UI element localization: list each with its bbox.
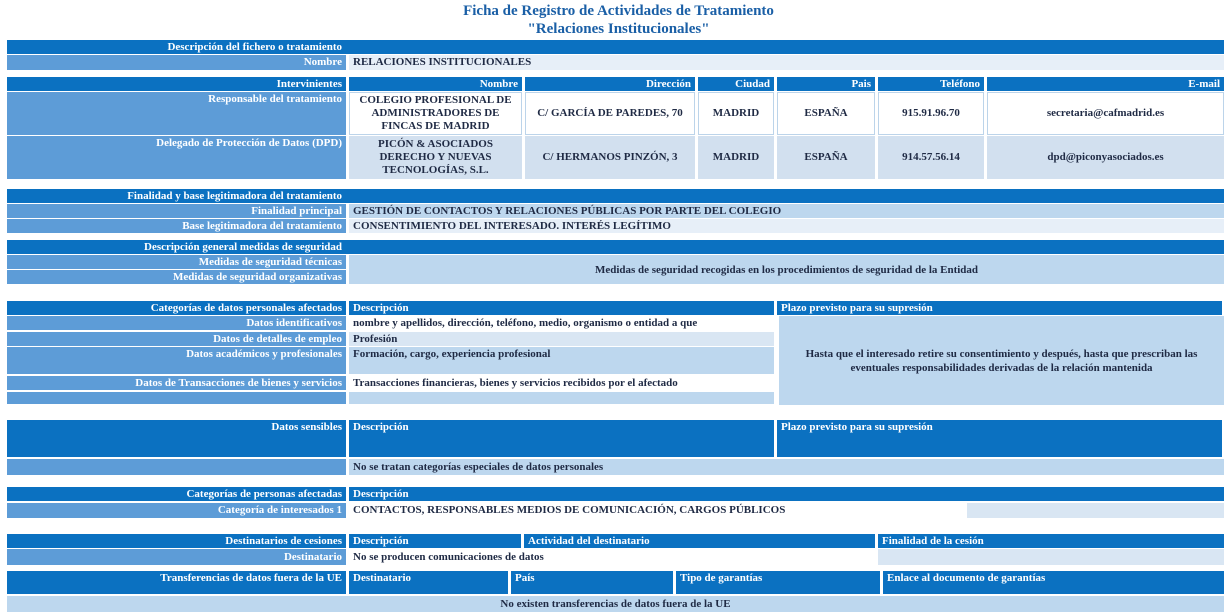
dpd-email: dpd@piconyasociados.es	[987, 136, 1224, 179]
row-responsable	[7, 92, 1224, 135]
empty-desc-cell	[349, 392, 774, 404]
datos-academicos-desc: Formación, cargo, experiencia profesional	[349, 347, 774, 374]
responsable-nombre: COLEGIO PROFESIONAL DE ADMINISTRADORES DE FINCAS DE MADRID	[349, 92, 522, 135]
section-medidas-header	[7, 240, 1224, 254]
transferencias-col-tipo: Tipo de garantías	[676, 571, 880, 594]
dpd-telefono: 914.57.56.14	[878, 136, 984, 179]
nombre-value: RELACIONES INSTITUCIONALES	[349, 55, 1224, 70]
destinatario-tail	[878, 549, 1224, 565]
responsable-ciudad: MADRID	[698, 92, 774, 135]
categorias-datos-body	[7, 316, 1224, 405]
cesiones-col-actividad: Actividad del destinatario	[524, 534, 875, 548]
transferencias-value: No existen transferencias de datos fuera de la UE	[7, 596, 1224, 612]
personas-afectadas-header-label: Categorías de personas afectadas	[7, 487, 346, 501]
row-destinatario	[7, 549, 1224, 565]
datos-identificativos-label: Datos identificativos	[7, 316, 346, 330]
categoria-interesados-value: CONTACTOS, RESPONSABLES MEDIOS DE COMUNICACIÓN, CARGOS PÚBLICOS	[349, 503, 967, 518]
page-title	[7, 0, 1230, 40]
transferencias-col-destinatario: Destinatario	[349, 571, 508, 594]
responsable-email: secretaria@cafmadrid.es	[987, 92, 1224, 135]
transferencias-col-enlace: Enlace al documento de garantías	[883, 571, 1224, 594]
section-personas-afectadas-header	[7, 487, 1224, 501]
section-categorias-datos-header	[7, 301, 1224, 315]
col-header-plazo: Plazo previsto para su supresión	[777, 301, 1222, 315]
categorias-datos-header-label: Categorías de datos personales afectados	[7, 301, 346, 315]
cesiones-col-finalidad: Finalidad de la cesión	[878, 534, 1224, 548]
col-header-pais: Pais	[777, 77, 875, 91]
col-header-nombre: Nombre	[349, 77, 522, 91]
section-finalidad-header	[7, 189, 1224, 203]
finalidad-principal-label: Finalidad principal	[7, 204, 346, 218]
dpd-direccion: C/ HERMANOS PINZÓN, 3	[525, 136, 695, 179]
finalidad-header-label: Finalidad y base legitimadora del tratamiento	[127, 190, 342, 202]
dpd-nombre: PICÓN & ASOCIADOS DERECHO Y NUEVAS TECNOLOGÍAS, S.L.	[349, 136, 522, 179]
section-transferencias-header	[7, 571, 1224, 594]
medidas-tecnicas-label: Medidas de seguridad técnicas	[7, 255, 346, 269]
transferencias-col-pais: País	[511, 571, 673, 594]
responsable-pais: ESPAÑA	[777, 92, 875, 135]
transferencias-header-label: Transferencias de datos fuera de la UE	[7, 571, 346, 594]
cesiones-header-label: Destinatarios de cesiones	[7, 534, 346, 548]
medidas-value: Medidas de seguridad recogidas en los procedimientos de seguridad de la Entidad	[349, 255, 1224, 284]
datos-empleo-desc: Profesión	[349, 332, 774, 346]
datos-transacciones-desc: Transacciones financieras, bienes y servicios recibidos por el afectado	[349, 376, 774, 390]
responsable-telefono: 915.91.96.70	[878, 92, 984, 135]
datos-transacciones-label: Datos de Transacciones de bienes y servicios	[7, 376, 346, 390]
section-descripcion-fichero-header	[7, 40, 1224, 54]
datos-sensibles-col-descripcion: Descripción	[349, 420, 774, 457]
row-datos-sensibles-value	[7, 459, 1224, 475]
row-transferencias-value	[7, 596, 1224, 612]
base-legitimadora-value: CONSENTIMIENTO DEL INTERESADO. INTERÉS LEGÍTIMO	[349, 219, 1224, 233]
datos-identificativos-desc: nombre y apellidos, dirección, teléfono, medio, organismo o entidad a que	[349, 316, 774, 330]
row-nombre	[7, 55, 1224, 70]
datos-sensibles-header-label: Datos sensibles	[7, 420, 346, 457]
categoria-interesados-label: Categoría de interesados 1	[7, 503, 346, 518]
title-line-1: Ficha de Registro de Actividades de Tratamiento	[463, 3, 774, 19]
col-header-telefono: Teléfono	[878, 77, 984, 91]
personas-afectadas-col-descripcion: Descripción	[349, 487, 1224, 501]
col-header-descripcion: Descripción	[349, 301, 774, 315]
dpd-ciudad: MADRID	[698, 136, 774, 179]
dpd-label: Delegado de Protección de Datos (DPD)	[7, 136, 346, 179]
datos-sensibles-col-plazo: Plazo previsto para su supresión	[777, 420, 1222, 457]
empty-label-cell	[7, 392, 346, 404]
cesiones-col-descripcion: Descripción	[349, 534, 521, 548]
intervinientes-header-label: Intervinientes	[7, 77, 346, 91]
dpd-pais: ESPAÑA	[777, 136, 875, 179]
row-base-legitimadora	[7, 219, 1224, 233]
medidas-body	[7, 255, 1224, 284]
finalidad-principal-value: GESTIÓN DE CONTACTOS Y RELACIONES PÚBLICAS POR PARTE DEL COLEGIO	[349, 204, 1224, 218]
section-intervinientes-header	[7, 77, 1224, 91]
plazo-supresion-value: Hasta que el interesado retire su consentimiento y después, hasta que prescriban las eventuales responsabilidades derivadas de la relación mantenida	[779, 316, 1224, 405]
col-header-ciudad: Ciudad	[698, 77, 774, 91]
datos-sensibles-value: No se tratan categorías especiales de datos personales	[349, 459, 1224, 475]
section-cesiones-header	[7, 534, 1224, 548]
destinatario-value: No se producen comunicaciones de datos	[349, 549, 875, 565]
datos-empleo-label: Datos de detalles de empleo	[7, 332, 346, 346]
col-header-email: E-mail	[987, 77, 1224, 91]
base-legitimadora-label: Base legitimadora del tratamiento	[7, 219, 346, 233]
destinatario-label: Destinatario	[7, 549, 346, 565]
row-dpd	[7, 136, 1224, 179]
datos-sensibles-empty-label	[7, 459, 346, 475]
categoria-interesados-tail	[967, 503, 1224, 518]
col-header-direccion: Dirección	[525, 77, 695, 91]
row-categoria-interesados	[7, 503, 1224, 518]
row-finalidad-principal	[7, 204, 1224, 218]
section-datos-sensibles-header	[7, 420, 1224, 457]
title-line-2: "Relaciones Institucionales"	[527, 21, 710, 37]
datos-academicos-label: Datos académicos y profesionales	[7, 347, 346, 374]
nombre-label: Nombre	[7, 55, 346, 70]
section-header-label: Descripción del fichero o tratamiento	[167, 41, 342, 53]
medidas-organizativas-label: Medidas de seguridad organizativas	[7, 270, 346, 284]
medidas-header-label: Descripción general medidas de seguridad	[144, 241, 342, 253]
responsable-direccion: C/ GARCÍA DE PAREDES, 70	[525, 92, 695, 135]
responsable-label: Responsable del tratamiento	[7, 92, 346, 135]
